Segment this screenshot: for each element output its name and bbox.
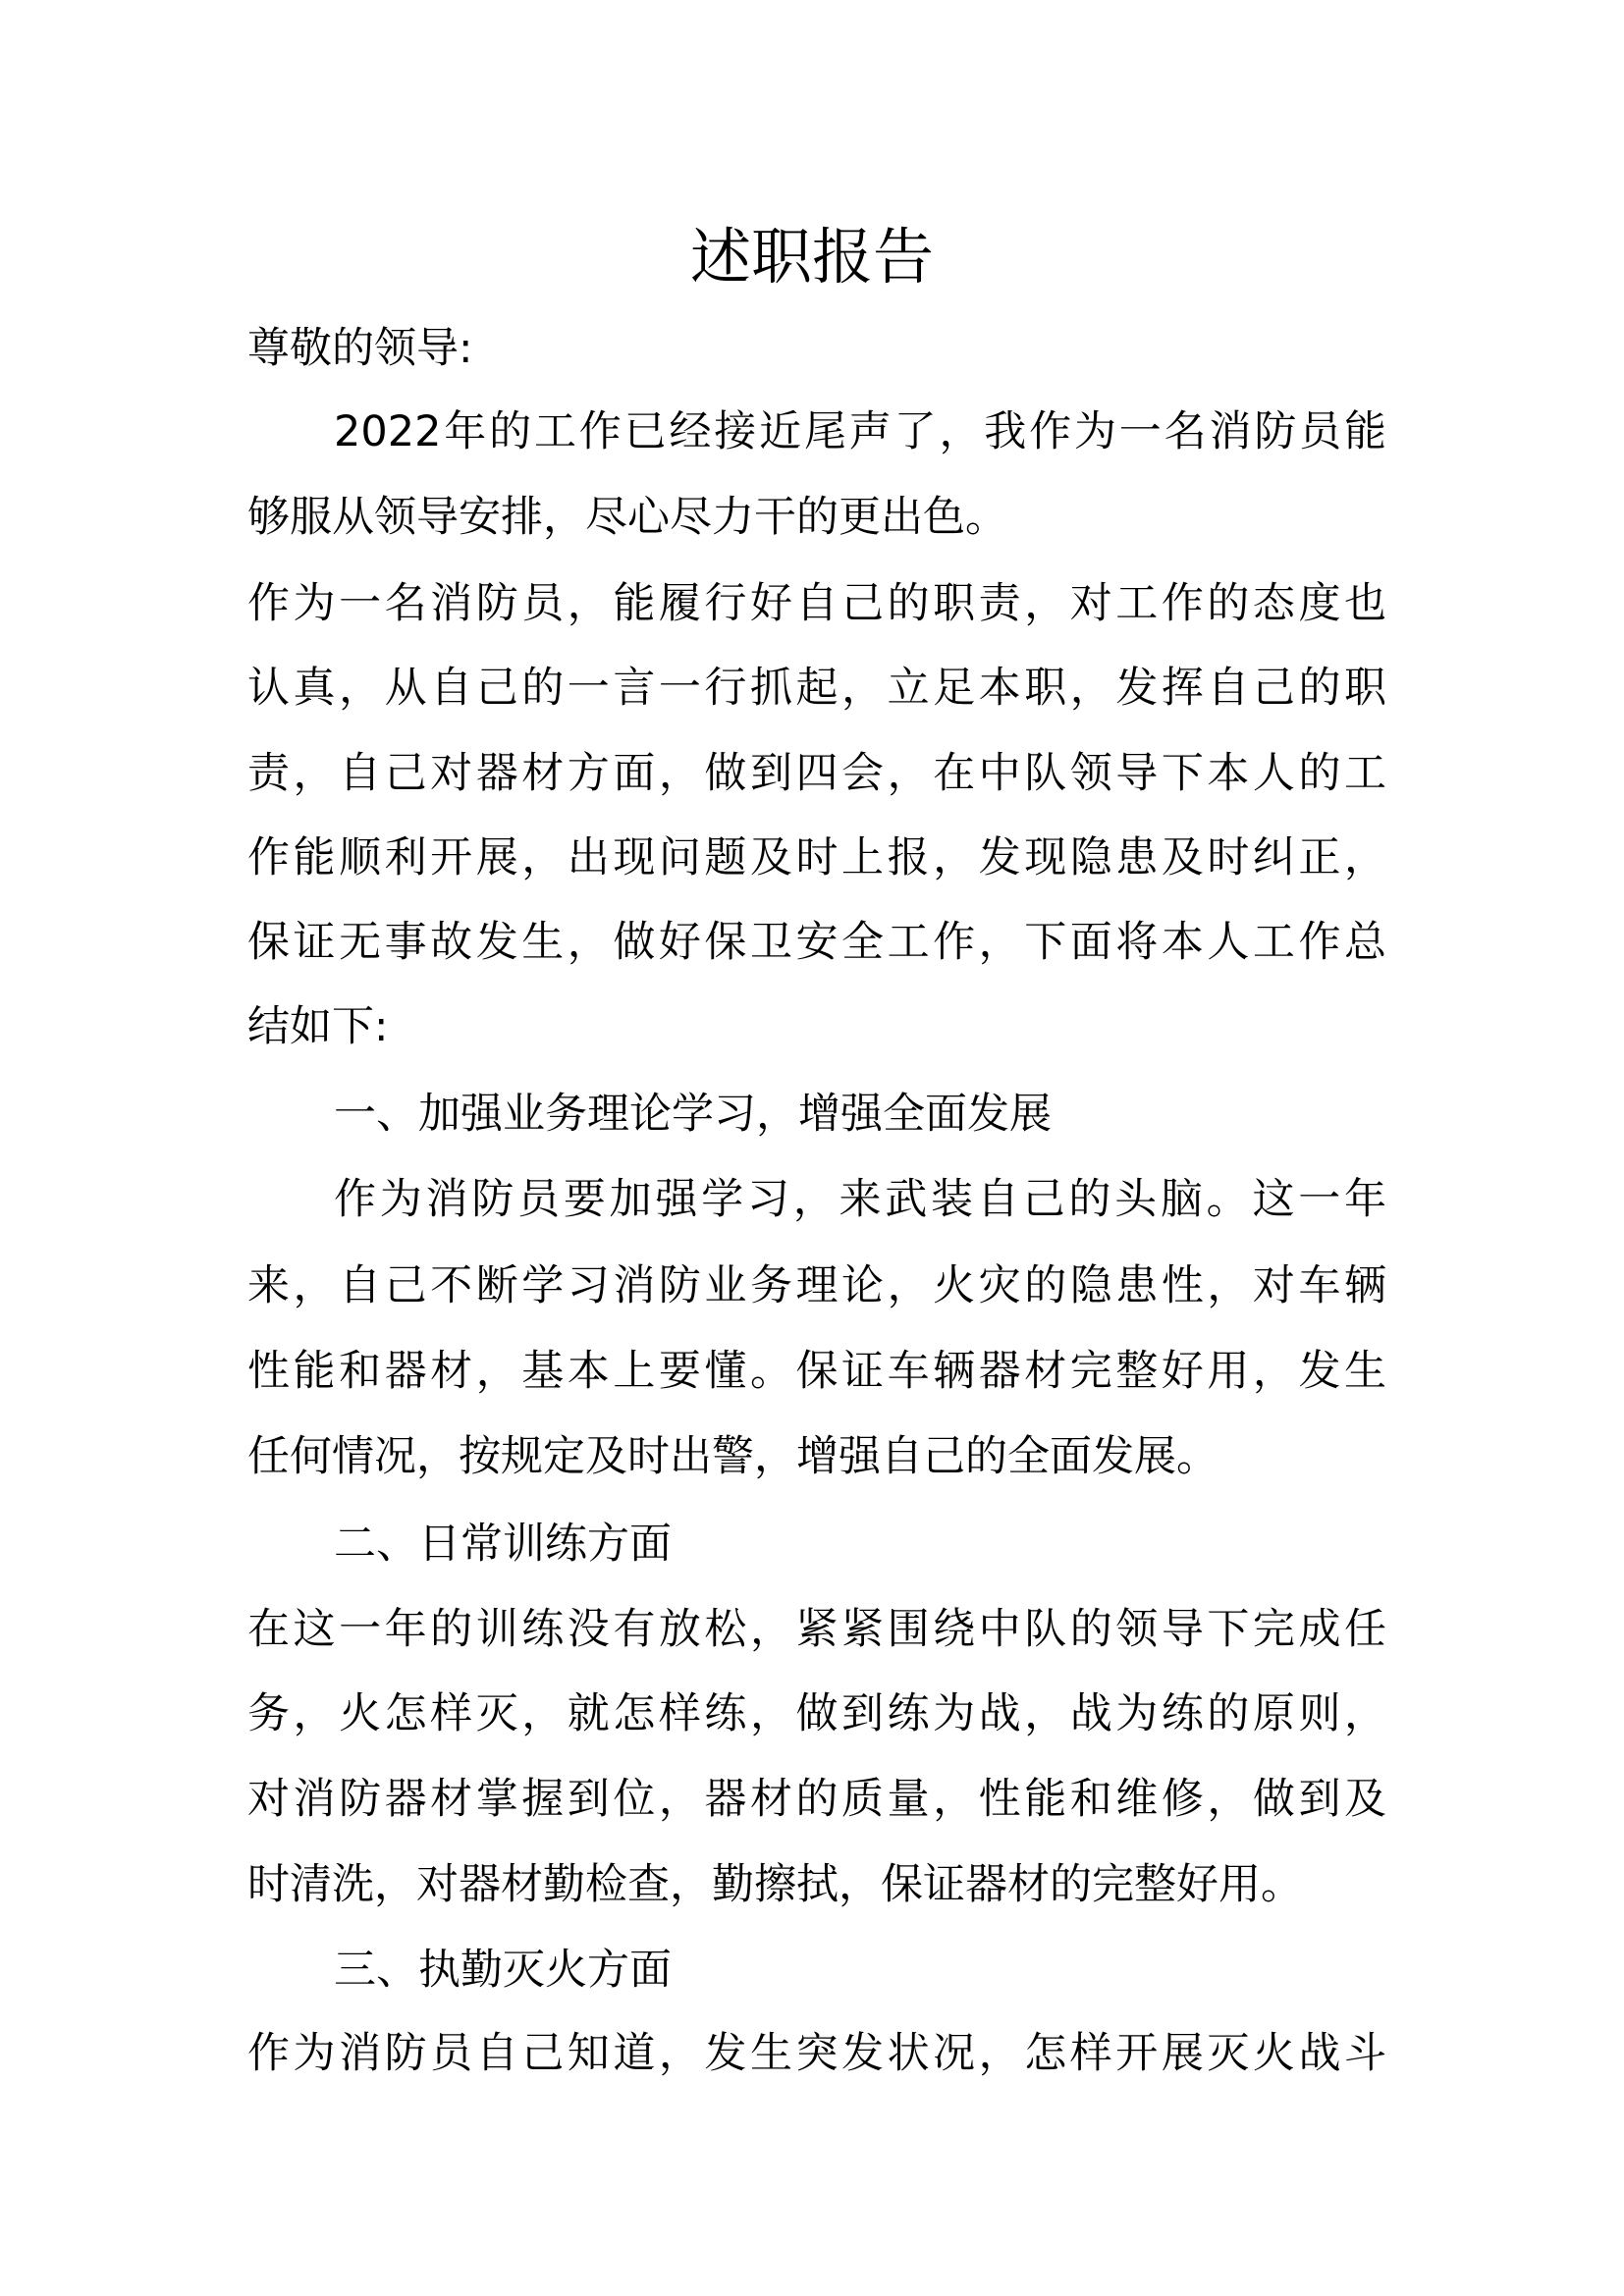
paragraph-line: 认真，从自己的一言一行抓起，立足本职，发挥自己的职 xyxy=(247,664,1386,713)
section-heading-1: 一、加强业务理论学习，增强全面发展 xyxy=(334,1090,1052,1139)
paragraph-line: 来，自己不断学习消防业务理论，火灾的隐患性，对车辆 xyxy=(247,1261,1386,1310)
paragraph-line: 任何情况，按规定及时出警，增强自己的全面发展。 xyxy=(247,1432,1218,1481)
paragraph-line: 作能顺利开展，出现问题及时上报，发现隐患及时纠正， xyxy=(247,833,1386,882)
salutation: 尊敬的领导: xyxy=(247,324,473,373)
paragraph-line: 作为消防员自己知道，发生突发状况，怎样开展灭火战斗 xyxy=(247,2029,1386,2078)
paragraph-line: 作为消防员要加强学习，来武装自己的头脑。这一年 xyxy=(334,1175,1386,1224)
paragraph-line: 责，自己对器材方面，做到四会，在中队领导下本人的工 xyxy=(247,749,1386,798)
paragraph-line: 时清洗，对器材勤检查，勤擦拭，保证器材的完整好用。 xyxy=(247,1860,1303,1909)
paragraph-line: 性能和器材，基本上要懂。保证车辆器材完整好用，发生 xyxy=(247,1347,1386,1396)
document-title: 述职报告 xyxy=(689,221,934,293)
section-heading-3: 三、执勤灭火方面 xyxy=(334,1946,672,1995)
paragraph-line: 作为一名消防员，能履行好自己的职责，对工作的态度也 xyxy=(247,579,1386,628)
paragraph-line: 2022年的工作已经接近尾声了，我作为一名消防员能 xyxy=(334,407,1386,456)
section-heading-2: 二、日常训练方面 xyxy=(334,1520,672,1569)
paragraph-line: 对消防器材掌握到位，器材的质量，性能和维修，做到及 xyxy=(247,1775,1386,1824)
paragraph-line: 保证无事故发生，做好保卫安全工作，下面将本人工作总 xyxy=(247,918,1386,967)
paragraph-line: 结如下: xyxy=(247,1002,389,1051)
paragraph-line: 够服从领导安排，尽心尽力干的更出色。 xyxy=(247,493,1007,542)
paragraph-line: 务，火怎样灭，就怎样练，做到练为战，战为练的原则， xyxy=(247,1689,1386,1738)
paragraph-line: 在这一年的训练没有放松，紧紧围绕中队的领导下完成任 xyxy=(247,1605,1386,1654)
